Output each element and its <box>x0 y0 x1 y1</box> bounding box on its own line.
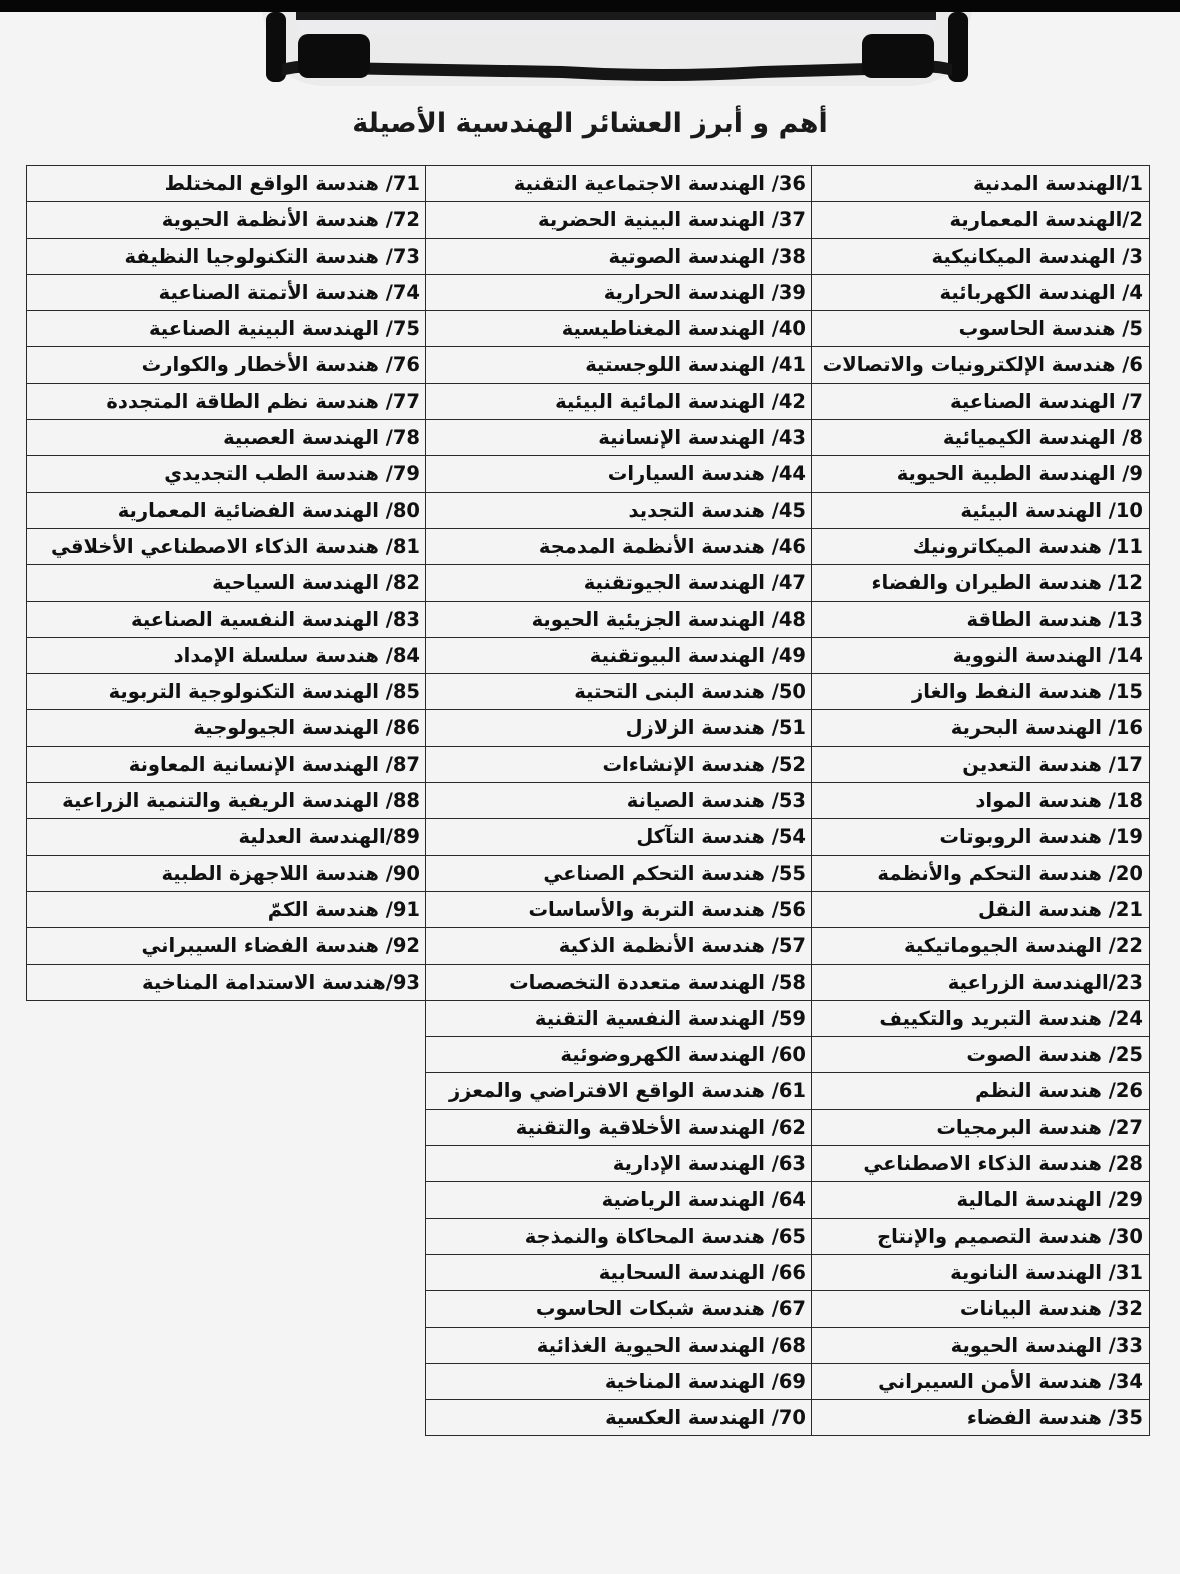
table-cell: 13/ هندسة الطاقة <box>812 602 1149 638</box>
table-cell: 63/ الهندسة الإدارية <box>426 1146 812 1182</box>
table-cell: 85/ الهندسة التكنولوجية التربوية <box>27 674 426 710</box>
table-cell: 78/ الهندسة العصبية <box>27 420 426 456</box>
table-cell: 40/ الهندسة المغناطيسية <box>426 311 812 347</box>
table-cell: 44/ هندسة السيارات <box>426 456 812 492</box>
table-cell: 88/ الهندسة الريفية والتنمية الزراعية <box>27 783 426 819</box>
table-cell: 43/ الهندسة الإنسانية <box>426 420 812 456</box>
table-cell: 21/ هندسة النقل <box>812 892 1149 928</box>
table-cell: 36/ الهندسة الاجتماعية التقنية <box>426 166 812 202</box>
table-cell: 51/ هندسة الزلازل <box>426 710 812 746</box>
table-cell: 87/ الهندسة الإنسانية المعاونة <box>27 747 426 783</box>
table-cell: 68/ الهندسة الحيوية الغذائية <box>426 1328 812 1364</box>
table-cell: 17/ هندسة التعدين <box>812 747 1149 783</box>
table-cell: 58/ الهندسة متعددة التخصصات <box>426 965 812 1001</box>
table-cell: 90/ هندسة اللاجهزة الطبية <box>27 856 426 892</box>
table-cell: 69/ الهندسة المناخية <box>426 1364 812 1400</box>
table-cell: 37/ الهندسة البينية الحضرية <box>426 202 812 238</box>
table-cell: 86/ الهندسة الجيولوجية <box>27 710 426 746</box>
table-cell: 71/ هندسة الواقع المختلط <box>27 166 426 202</box>
table-cell: 49/ الهندسة البيوتقنية <box>426 638 812 674</box>
table-cell: 92/ هندسة الفضاء السيبراني <box>27 928 426 964</box>
page-title: أهم و أبرز العشائر الهندسية الأصيلة <box>352 108 828 139</box>
table-cell: 1/الهندسة المدنية <box>812 166 1149 202</box>
table-cell: 57/ هندسة الأنظمة الذكية <box>426 928 812 964</box>
table-cell: 64/ الهندسة الرياضية <box>426 1182 812 1218</box>
table-cell: 41/ الهندسة اللوجستية <box>426 347 812 383</box>
table-cell: 14/ الهندسة النووية <box>812 638 1149 674</box>
table-cell: 11/ هندسة الميكاترونيك <box>812 529 1149 565</box>
table-cell: 31/ الهندسة النانوية <box>812 1255 1149 1291</box>
table-cell: 10/ الهندسة البيئية <box>812 493 1149 529</box>
table-cell: 72/ هندسة الأنظمة الحيوية <box>27 202 426 238</box>
table-cell: 48/ الهندسة الجزيئية الحيوية <box>426 602 812 638</box>
table-cell: 22/ الهندسة الجيوماتيكية <box>812 928 1149 964</box>
table-column-1 <box>811 165 1150 1436</box>
table-cell: 3/ الهندسة الميكانيكية <box>812 239 1149 275</box>
table-cell: 82/ الهندسة السياحية <box>27 565 426 601</box>
table-cell: 80/ الهندسة الفضائية المعمارية <box>27 493 426 529</box>
table-cell: 70/ الهندسة العكسية <box>426 1400 812 1436</box>
table-cell: 16/ الهندسة البحرية <box>812 710 1149 746</box>
table-cell: 4/ الهندسة الكهربائية <box>812 275 1149 311</box>
table-cell: 19/ هندسة الروبوتات <box>812 819 1149 855</box>
table-cell: 34/ هندسة الأمن السيبراني <box>812 1364 1149 1400</box>
table-cell: 32/ هندسة البيانات <box>812 1291 1149 1327</box>
table-cell: 2/الهندسة المعمارية <box>812 202 1149 238</box>
table-cell: 62/ الهندسة الأخلاقية والتقنية <box>426 1110 812 1146</box>
table-cell: 53/ هندسة الصيانة <box>426 783 812 819</box>
table-cell: 65/ هندسة المحاكاة والنمذجة <box>426 1219 812 1255</box>
table-cell: 79/ هندسة الطب التجديدي <box>27 456 426 492</box>
table-cell: 54/ هندسة التآكل <box>426 819 812 855</box>
table-cell: 73/ هندسة التكنولوجيا النظيفة <box>27 239 426 275</box>
table-cell: 89/الهندسة العدلية <box>27 819 426 855</box>
table-cell: 77/ هندسة نظم الطاقة المتجددة <box>27 384 426 420</box>
table-cell: 74/ هندسة الأتمتة الصناعية <box>27 275 426 311</box>
table-cell: 66/ الهندسة السحابية <box>426 1255 812 1291</box>
table-cell: 60/ الهندسة الكهروضوئية <box>426 1037 812 1073</box>
table-cell: 75/ الهندسة البينية الصناعية <box>27 311 426 347</box>
table-cell: 5/ هندسة الحاسوب <box>812 311 1149 347</box>
table-cell: 7/ الهندسة الصناعية <box>812 384 1149 420</box>
table-column-3 <box>26 165 426 1001</box>
table-cell: 23/الهندسة الزراعية <box>812 965 1149 1001</box>
table-cell: 33/ الهندسة الحيوية <box>812 1328 1149 1364</box>
table-cell: 35/ هندسة الفضاء <box>812 1400 1149 1436</box>
table-cell: 30/ هندسة التصميم والإنتاج <box>812 1219 1149 1255</box>
top-dark-band <box>0 0 1180 12</box>
table-cell: 61/ هندسة الواقع الافتراضي والمعزز <box>426 1073 812 1109</box>
table-cell: 27/ هندسة البرمجيات <box>812 1110 1149 1146</box>
table-cell: 26/ هندسة النظم <box>812 1073 1149 1109</box>
table-cell: 52/ هندسة الإنشاءات <box>426 747 812 783</box>
table-cell: 67/ هندسة شبكات الحاسوب <box>426 1291 812 1327</box>
table-cell: 24/ هندسة التبريد والتكييف <box>812 1001 1149 1037</box>
table-cell: 84/ هندسة سلسلة الإمداد <box>27 638 426 674</box>
table-cell: 56/ هندسة التربة والأساسات <box>426 892 812 928</box>
table-cell: 55/ هندسة التحكم الصناعي <box>426 856 812 892</box>
table-cell: 9/ الهندسة الطبية الحيوية <box>812 456 1149 492</box>
table-cell: 28/ هندسة الذكاء الاصطناعي <box>812 1146 1149 1182</box>
table-cell: 6/ هندسة الإلكترونيات والاتصالات <box>812 347 1149 383</box>
table-cell: 15/ هندسة النفط والغاز <box>812 674 1149 710</box>
table-cell: 50/ هندسة البنى التحتية <box>426 674 812 710</box>
table-cell: 59/ الهندسة النفسية التقنية <box>426 1001 812 1037</box>
table-cell: 12/ هندسة الطيران والفضاء <box>812 565 1149 601</box>
table-cell: 83/ الهندسة النفسية الصناعية <box>27 602 426 638</box>
table-column-2 <box>425 165 812 1436</box>
table-cell: 8/ الهندسة الكيميائية <box>812 420 1149 456</box>
table-cell: 25/ هندسة الصوت <box>812 1037 1149 1073</box>
table-cell: 91/ هندسة الكمّ <box>27 892 426 928</box>
table-cell: 20/ هندسة التحكم والأنظمة <box>812 856 1149 892</box>
table-cell: 38/ الهندسة الصوتية <box>426 239 812 275</box>
table-cell: 45/ هندسة التجديد <box>426 493 812 529</box>
clipboard-clip <box>262 12 972 98</box>
table-cell: 76/ هندسة الأخطار والكوارث <box>27 347 426 383</box>
table-cell: 42/ الهندسة المائية البيئية <box>426 384 812 420</box>
table-cell: 81/ هندسة الذكاء الاصطناعي الأخلاقي <box>27 529 426 565</box>
table-cell: 46/ هندسة الأنظمة المدمجة <box>426 529 812 565</box>
table-cell: 93/هندسة الاستدامة المناخية <box>27 965 426 1001</box>
table-cell: 47/ الهندسة الجيوتقنية <box>426 565 812 601</box>
engineering-fields-table <box>26 165 1148 1471</box>
table-cell: 29/ الهندسة المالية <box>812 1182 1149 1218</box>
table-cell: 39/ الهندسة الحرارية <box>426 275 812 311</box>
table-cell: 18/ هندسة المواد <box>812 783 1149 819</box>
